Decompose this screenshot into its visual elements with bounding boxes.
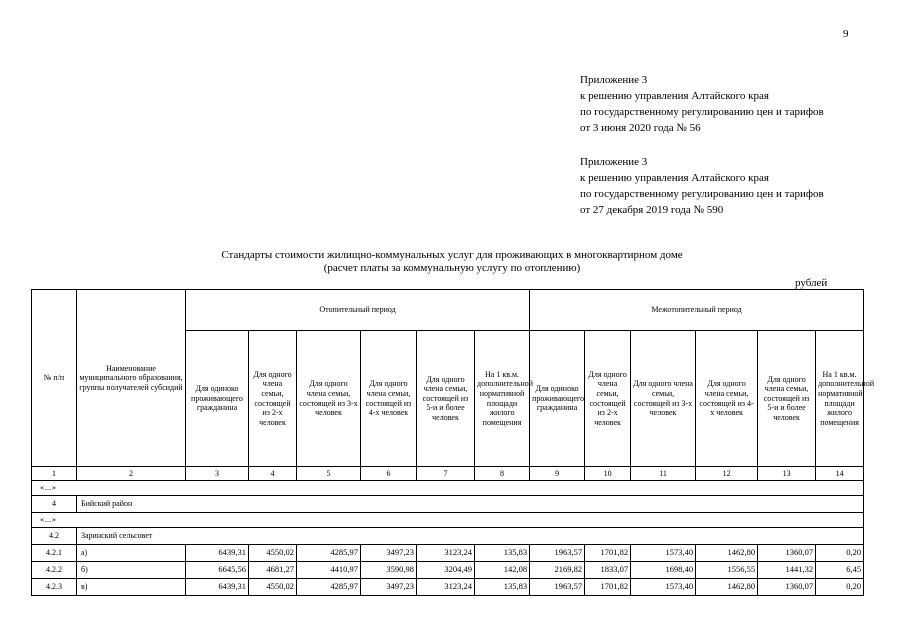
col-number: 8 — [475, 467, 530, 481]
document-title — [0, 249, 904, 274]
table-row — [32, 545, 864, 562]
value-cell: 6439,31 — [186, 545, 249, 562]
value-cell: 2169,82 — [530, 562, 585, 579]
header-interheating-col: На 1 кв.м. дополнительной нормативной площади жилого помещения — [816, 331, 864, 467]
col-number: 10 — [585, 467, 631, 481]
ellipsis-row: «…» — [32, 513, 864, 528]
row-label: в) — [77, 579, 186, 596]
col-number: 7 — [417, 467, 475, 481]
tariff-table — [31, 289, 875, 596]
page-number: 9 — [843, 28, 849, 40]
value-cell: 1556,55 — [696, 562, 758, 579]
col-number: 2 — [77, 467, 186, 481]
col-number: 13 — [758, 467, 816, 481]
value-cell: 6439,31 — [186, 579, 249, 596]
value-cell: 6645,56 — [186, 562, 249, 579]
header-heating-col: Для одного члена семьи, состоящей из 4-х человек — [361, 331, 417, 467]
row-num: 4.2.1 — [32, 545, 77, 562]
value-cell: 3497,23 — [361, 545, 417, 562]
value-cell: 1573,40 — [631, 545, 696, 562]
header-interheating-col: Для одного члена семьи, состоящей из 3-х человек — [631, 331, 696, 467]
row-num: 4.2.3 — [32, 579, 77, 596]
col-number: 11 — [631, 467, 696, 481]
council-name: Заринский сельсовет — [77, 528, 864, 545]
district-name: Бийский район — [77, 496, 864, 513]
row-num: 4.2.2 — [32, 562, 77, 579]
value-cell: 1833,07 — [585, 562, 631, 579]
header-interheating-col: Для одиноко проживающего гражданина — [530, 331, 585, 467]
col-number: 5 — [297, 467, 361, 481]
value-cell: 1701,82 — [585, 579, 631, 596]
value-cell: 1441,32 — [758, 562, 816, 579]
ellipsis-row: «…» — [32, 481, 864, 496]
value-cell: 1963,57 — [530, 545, 585, 562]
value-cell: 1701,82 — [585, 545, 631, 562]
value-cell: 3123,24 — [417, 579, 475, 596]
header-name: Наименование муниципального образования, группы получателей субсидий — [77, 290, 186, 467]
value-cell: 4410,97 — [297, 562, 361, 579]
header-heating-col: На 1 кв.м. дополнительной нормативной площади жилого помещения — [475, 331, 530, 467]
value-cell: 6,45 — [816, 562, 864, 579]
appendix-line: Приложение 3 — [580, 74, 648, 86]
value-cell: 1462,80 — [696, 545, 758, 562]
title-line-2: (расчет платы за коммунальную услугу по отоплению) — [323, 261, 581, 274]
value-cell: 1360,07 — [758, 545, 816, 562]
value-cell: 3204,49 — [417, 562, 475, 579]
value-cell: 4681,27 — [249, 562, 297, 579]
header-heating-col: Для одного члена семьи, состоящей из 3-х человек — [297, 331, 361, 467]
value-cell: 1462,80 — [696, 579, 758, 596]
table-row — [32, 562, 864, 579]
col-number: 3 — [186, 467, 249, 481]
value-cell: 1573,40 — [631, 579, 696, 596]
table-row — [32, 579, 864, 596]
header-heating-col: Для одного члена семьи, состоящей из 5-и и более человек — [417, 331, 475, 467]
row-label: а) — [77, 545, 186, 562]
value-cell: 4550,02 — [249, 545, 297, 562]
col-number: 9 — [530, 467, 585, 481]
appendix-block-1 — [580, 72, 824, 136]
row-label: б) — [77, 562, 186, 579]
appendix-line: от 27 декабря 2019 года № 590 — [580, 204, 724, 216]
value-cell: 0,20 — [816, 545, 864, 562]
header-interheating-col: Для одного члена семьи, состоящей из 5-и и более человек — [758, 331, 816, 467]
appendix-line: от 3 июня 2020 года № 56 — [580, 122, 701, 134]
col-number: 6 — [361, 467, 417, 481]
appendix-line: по государственному регулированию цен и тарифов — [580, 188, 824, 200]
value-cell: 1698,40 — [631, 562, 696, 579]
header-heating-col: Для одного члена семьи, состоящей из 2-х человек — [249, 331, 297, 467]
col-number: 4 — [249, 467, 297, 481]
council-num: 4.2 — [32, 528, 77, 545]
appendix-line: к решению управления Алтайского края — [580, 172, 769, 184]
value-cell: 1963,57 — [530, 579, 585, 596]
col-number: 1 — [32, 467, 77, 481]
value-cell: 1360,07 — [758, 579, 816, 596]
header-num: № п/п — [32, 290, 77, 467]
value-cell: 135,83 — [475, 579, 530, 596]
unit-label: рублей — [795, 277, 828, 289]
header-interheating-period: Межотопительный период — [530, 290, 864, 331]
header-heating-col: Для одиноко проживающего гражданина — [186, 331, 249, 467]
value-cell: 4285,97 — [297, 579, 361, 596]
value-cell: 135,83 — [475, 545, 530, 562]
col-number: 14 — [816, 467, 864, 481]
appendix-block-2 — [580, 154, 824, 218]
value-cell: 3123,24 — [417, 545, 475, 562]
value-cell: 3497,23 — [361, 579, 417, 596]
appendix-line: по государственному регулированию цен и тарифов — [580, 106, 824, 118]
header-interheating-col: Для одного члена семьи, состоящей из 2-х человек — [585, 331, 631, 467]
appendix-line: к решению управления Алтайского края — [580, 90, 769, 102]
value-cell: 0,20 — [816, 579, 864, 596]
district-num: 4 — [32, 496, 77, 513]
header-interheating-col: Для одного члена семьи, состоящей из 4-х человек — [696, 331, 758, 467]
value-cell: 4550,02 — [249, 579, 297, 596]
value-cell: 4285,97 — [297, 545, 361, 562]
appendix-line: Приложение 3 — [580, 156, 648, 168]
value-cell: 142,08 — [475, 562, 530, 579]
value-cell: 3590,98 — [361, 562, 417, 579]
col-number: 12 — [696, 467, 758, 481]
title-line-1: Стандарты стоимости жилищно-коммунальных услуг для проживающих в многоквартирном доме — [221, 249, 683, 261]
header-heating-period: Отопительный период — [186, 290, 530, 331]
